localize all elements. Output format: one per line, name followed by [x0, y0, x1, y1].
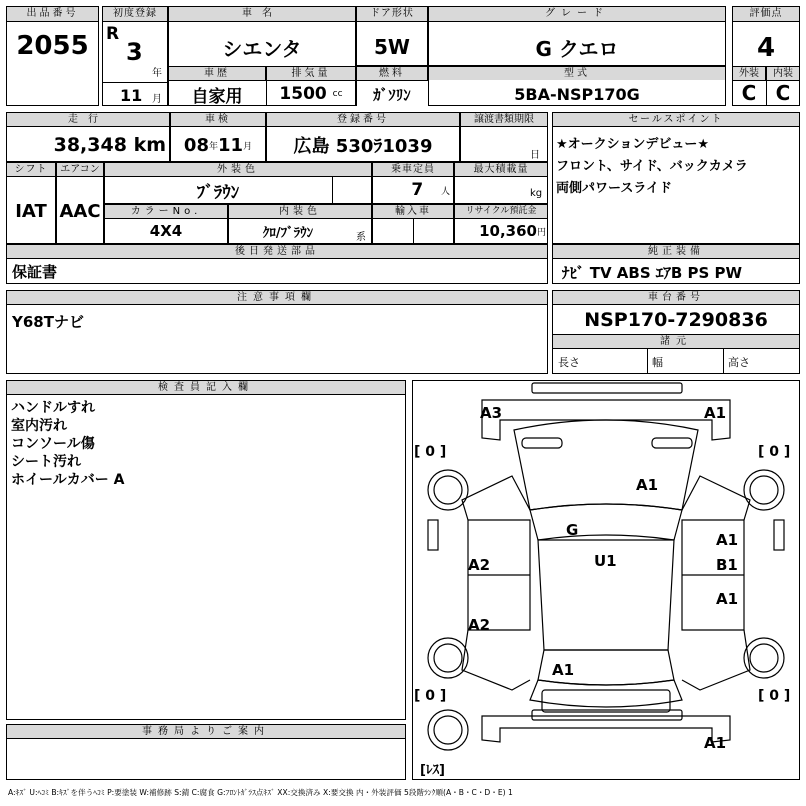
mileage-label: 走行 [6, 112, 170, 127]
spec-width: 幅 [652, 356, 663, 369]
damage-mark: A2 [468, 616, 491, 634]
interior-color: ｸﾛ/ﾌﾞﾗｳﾝ [262, 225, 314, 241]
recycle-fee-label: リサイクル預託金 [454, 204, 548, 219]
office-label: 事務局よりご案内 [6, 724, 406, 739]
divider [102, 82, 168, 83]
spec-length: 長さ [558, 356, 580, 369]
spec-height: 高さ [728, 356, 750, 369]
inspection-month: 11 [218, 134, 244, 156]
inspector-line: ホイールカバー A [11, 472, 125, 488]
car-diagram [412, 380, 800, 780]
sales-point-label: セールスポイント [552, 112, 800, 127]
recycle-fee-value: 10,360 [479, 222, 537, 240]
transfer-deadline-label: 譲渡書類期限 [460, 112, 548, 127]
inspection-year: 08 [183, 134, 209, 156]
model-type: 5BA-NSP170G [514, 84, 640, 104]
damage-mark: A3 [480, 404, 503, 422]
divider [723, 348, 724, 374]
displacement-label: 排気量 [266, 66, 356, 81]
max-load-unit: kg [530, 188, 543, 199]
damage-mark: G [566, 521, 579, 539]
capacity-label: 乗車定員 [372, 162, 454, 177]
damage-mark: A2 [468, 556, 491, 574]
inspector-line: シート汚れ [11, 454, 81, 470]
exterior-color-label: 外装色 [104, 162, 372, 177]
inspector-line: コンソール傷 [11, 436, 95, 452]
mileage [6, 130, 166, 160]
recycle-fee-unit: 円 [536, 227, 546, 238]
registration-number-label: 登録番号 [266, 112, 460, 127]
sales-point-line: ★オークションデビュー★ [556, 136, 710, 152]
aircon: AAC [59, 200, 101, 222]
lot-number-label: 出品番号 [6, 6, 99, 22]
inspector-line: ハンドルすれ [11, 400, 95, 416]
lot-number: 2055 [16, 31, 89, 61]
damage-mark: A1 [636, 476, 659, 494]
exterior-grade: C [741, 81, 757, 105]
sales-point-line: 両側パワースライド [556, 180, 672, 196]
equipment: ﾅﾋﾞ TV ABS ｴｱB PS PW [562, 263, 743, 282]
rating: 4 [756, 33, 776, 63]
mileage-value: 38,348 [53, 134, 127, 156]
capacity-value: 7 [411, 180, 424, 200]
exterior-grade-label: 外装 [732, 66, 766, 81]
shift: IAT [15, 200, 47, 222]
interior-color-suffix: 系 [356, 232, 366, 243]
damage-mark: A1 [704, 734, 727, 752]
shift-label: シフト [6, 162, 56, 177]
history: 自家用 [191, 86, 243, 107]
registration-month: 11 [120, 86, 143, 105]
legend: A:ｷｽﾞ U:ﾍｺﾐ B:ｷｽﾞを伴うﾍｺﾐ P:要塗装 W:補修跡 S:錆 C:腐食 G:ﾌﾛﾝﾄｶﾞﾗｽ点ｷｽﾞ XX:交換済み X:要交換 内・外装評価 5段階ﾗﾝｸ順(A・B・C・D・E) 1 [8, 787, 513, 797]
exterior-color: ﾌﾞﾗｳﾝ [196, 182, 240, 203]
fuel-label: 燃料 [356, 66, 428, 81]
registration-era: R [106, 24, 120, 44]
transfer-deadline-unit: 日 [530, 150, 540, 161]
door-label: ドア形状 [356, 6, 428, 22]
registration-month-unit: 月 [152, 94, 162, 105]
recycle-fee [454, 220, 546, 242]
first-registration-label: 初度登録 [102, 6, 168, 22]
sales-point-line: フロント、サイド、バックカメラ [556, 158, 748, 174]
fuel: ｶﾞｿﾘﾝ [373, 85, 411, 104]
inspection-month-unit: 月 [243, 141, 253, 152]
max-load-label: 最大積載量 [454, 162, 548, 177]
inspector-line: 室内汚れ [11, 418, 67, 434]
chassis-label: 車台番号 [552, 290, 800, 305]
later-shipping: 保証書 [12, 262, 58, 281]
inspection [170, 130, 266, 160]
notes-label: 注意事項欄 [6, 290, 548, 305]
model-type-label: 型式 [428, 66, 726, 81]
chassis-number: NSP170-7290836 [584, 309, 768, 331]
door-type: 5W [374, 35, 410, 59]
registration-number: 広島 530ﾗ1039 [293, 136, 433, 157]
divider [332, 176, 333, 204]
notes: Y68Tナビ [12, 312, 84, 331]
rating-label: 評価点 [732, 6, 800, 22]
registration-year-unit: 年 [152, 68, 162, 79]
tire-mark: [ 0 ] [414, 688, 447, 704]
history-label: 車歴 [168, 66, 266, 81]
import-label: 輸入車 [372, 204, 454, 219]
grade: G クエロ [535, 36, 619, 61]
aircon-label: エアコン [56, 162, 104, 177]
damage-mark: A1 [716, 590, 739, 608]
damage-mark: U1 [594, 552, 617, 570]
displacement-unit: cc [332, 89, 343, 99]
interior-color-label: 内装色 [228, 204, 372, 219]
inspector-label: 検査員記入欄 [6, 380, 406, 395]
displacement [266, 82, 356, 106]
damage-mark: A1 [716, 531, 739, 549]
damage-mark: A1 [552, 661, 575, 679]
car-name: シエンタ [222, 36, 302, 61]
displacement-value: 1500 [279, 84, 327, 104]
grade-label: グレード [428, 6, 726, 22]
tire-mark: [ 0 ] [414, 444, 447, 460]
capacity-unit: 人 [440, 186, 450, 197]
tire-mark: [ 0 ] [758, 444, 791, 460]
color-no: 4X4 [149, 222, 183, 240]
interior-grade-label: 内装 [766, 66, 800, 81]
divider [647, 348, 648, 374]
color-no-label: カラーNo. [104, 204, 228, 219]
capacity [372, 178, 450, 202]
divider [413, 218, 414, 244]
specs-label: 諸元 [552, 334, 800, 349]
registration-year: 3 [126, 38, 143, 66]
later-shipping-label: 後日発送部品 [6, 244, 548, 259]
damage-mark: B1 [716, 556, 738, 574]
inspection-year-unit: 年 [208, 141, 218, 152]
mileage-unit: km [133, 134, 166, 156]
damage-mark: A1 [704, 404, 727, 422]
equipment-label: 純正装備 [552, 244, 800, 259]
spare-tire-mark: [ﾚｽ] [420, 763, 445, 778]
car-name-label: 車名 [168, 6, 356, 22]
inspection-label: 車検 [170, 112, 266, 127]
interior-grade: C [775, 81, 791, 105]
tire-mark: [ 0 ] [758, 688, 791, 704]
